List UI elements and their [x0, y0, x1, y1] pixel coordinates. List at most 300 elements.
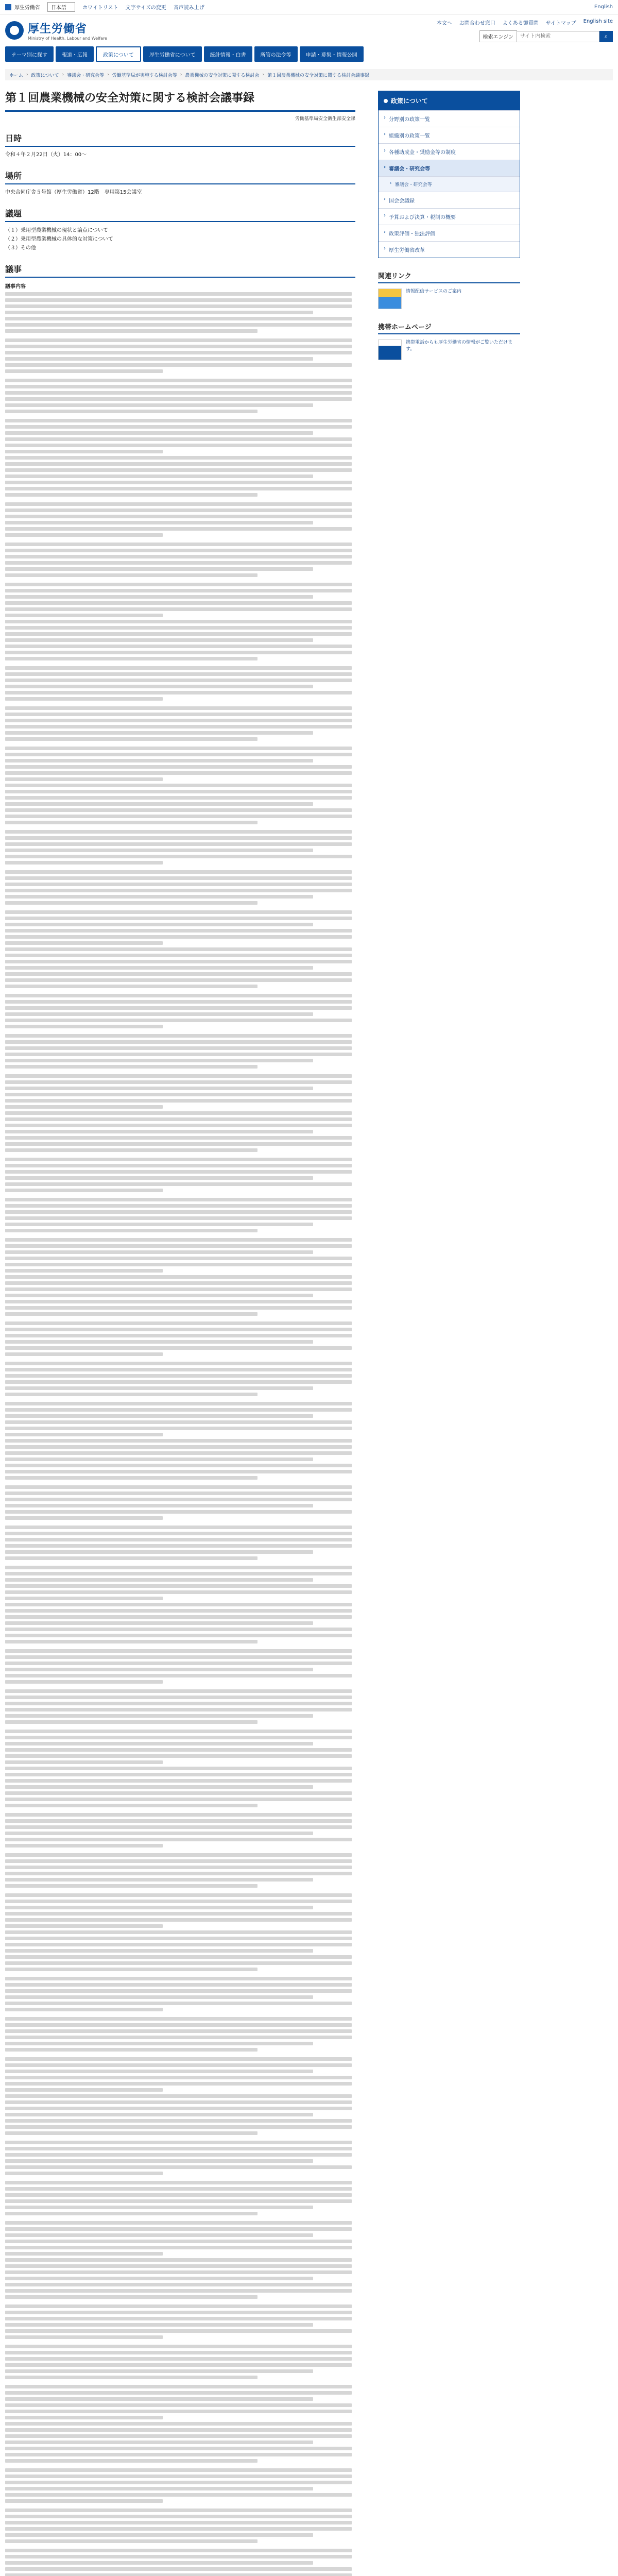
minutes-text-line	[5, 474, 313, 478]
minutes-text-line	[5, 849, 313, 852]
minutes-text-line	[5, 2416, 163, 2419]
minutes-text-line	[5, 614, 163, 617]
utility-link-english[interactable]: English	[594, 4, 613, 10]
minutes-text-line	[5, 1825, 352, 1829]
minutes-text-line	[5, 397, 352, 401]
place-value: 中央合同庁舎５号館（厚生労働省）12階 専用第15会議室	[5, 189, 142, 195]
minutes-text-line	[5, 2403, 352, 2407]
minutes-text-line	[5, 1924, 163, 1928]
minutes-text-line	[5, 1006, 352, 1010]
minutes-text-line	[5, 1566, 352, 1569]
minutes-text-line	[5, 1176, 313, 1180]
minutes-text-line	[5, 521, 313, 524]
nav-item-themes[interactable]: テーマ別に探す	[5, 46, 54, 62]
nav-item-statistics[interactable]: 統計情報・白書	[204, 46, 252, 62]
minutes-text-line	[5, 1025, 163, 1028]
minutes-text-line	[5, 2317, 352, 2320]
minutes-text-line	[5, 2459, 258, 2463]
minutes-text-line	[5, 1204, 352, 1208]
minutes-text-line	[5, 1229, 258, 1232]
minutes-text-line	[5, 626, 352, 630]
minutes-text-line	[5, 1439, 352, 1443]
minutes-text-line	[5, 1655, 352, 1659]
minutes-text-line	[5, 1136, 352, 1140]
chevron-right-icon: ›	[384, 115, 386, 121]
minutes-text-line	[5, 1798, 352, 1801]
minutes-text-line	[5, 815, 352, 818]
global-nav	[0, 46, 618, 62]
minutes-text-line	[5, 1767, 352, 1770]
minutes-text-line	[5, 1189, 163, 1192]
minutes-text-line	[5, 1995, 313, 1999]
minutes-text-line	[5, 1813, 352, 1817]
minutes-text-line	[5, 737, 258, 741]
minutes-text-line	[5, 1306, 352, 1310]
nav-item-laws[interactable]: 所管の法令等	[254, 46, 298, 62]
nav-item-applications[interactable]: 申請・募集・情報公開	[300, 46, 364, 62]
breadcrumb-item[interactable]: 農業機械の安全対策に関する検討会	[185, 73, 260, 78]
minutes-text-line	[5, 555, 352, 558]
minutes-text-line	[5, 1937, 352, 1940]
minutes-text-line	[5, 317, 352, 320]
minutes-text-line	[5, 2304, 352, 2308]
minutes-text-line	[5, 1754, 352, 1758]
minutes-text-line	[5, 679, 352, 682]
minutes-text-line	[5, 509, 352, 512]
minutes-text-line	[5, 2107, 352, 2110]
minutes-text-line	[5, 2499, 163, 2503]
minutes-text-line	[5, 883, 352, 886]
minutes-text-line	[5, 1526, 352, 1529]
minutes-text-line	[5, 419, 352, 422]
minutes-text-line	[5, 2289, 352, 2293]
breadcrumb-current: 第１回農業機械の安全対策に関する検討会議事録	[267, 73, 369, 78]
minutes-text-line	[5, 2351, 352, 2354]
minutes-text-line	[5, 1244, 352, 1248]
minutes-text-line	[5, 731, 313, 735]
header-link-english[interactable]: English site	[583, 19, 613, 24]
minutes-text-line	[5, 2193, 352, 2197]
minutes-text-line	[5, 2434, 352, 2438]
minutes-text-line	[5, 1210, 352, 1214]
minutes-text-line	[5, 1340, 313, 1344]
minutes-text-line	[5, 1451, 352, 1455]
minutes-text-line	[5, 2172, 163, 2175]
minutes-text-line	[5, 2493, 352, 2497]
minutes-text-line	[5, 2345, 352, 2348]
date-value: 令和４年２月22日（火）14：00～	[5, 151, 87, 158]
minutes-text-line	[5, 1918, 352, 1922]
minutes-text-line	[5, 1578, 313, 1582]
policy-menu	[378, 91, 520, 258]
minutes-text-line	[5, 821, 258, 824]
agenda-item: （３）その他	[5, 245, 36, 251]
minutes-text-line	[5, 994, 352, 997]
minutes-text-line	[5, 1034, 352, 1038]
minutes-text-line	[5, 2410, 352, 2413]
minutes-text-line	[5, 1955, 352, 1959]
minutes-text-line	[5, 1287, 352, 1291]
minutes-text-line	[5, 573, 258, 577]
minutes-text-line	[5, 1281, 352, 1285]
sidebar-item-budget[interactable]: › 予算および決算・税制の概要	[379, 208, 520, 225]
minutes-text-line	[5, 941, 163, 945]
minutes-text-line	[5, 2277, 313, 2280]
minutes-text-line	[5, 1785, 313, 1789]
search-engine-select[interactable]: 検索エンジン	[479, 30, 518, 42]
minutes-text-line	[5, 2159, 313, 2163]
minutes-text-line	[5, 502, 352, 506]
minutes-text-line	[5, 1708, 352, 1711]
minutes-text-line	[5, 2002, 352, 2005]
minutes-text-line	[5, 329, 258, 333]
minutes-text-line	[5, 1532, 352, 1535]
search-input[interactable]	[517, 31, 599, 42]
minutes-text-line	[5, 1872, 352, 1875]
minutes-text-line	[5, 2509, 352, 2512]
minutes-text-line	[5, 855, 352, 858]
minutes-text-line	[5, 2042, 313, 2045]
department-name: 労働基準局安全衛生部安全課	[295, 116, 355, 122]
minutes-text-line	[5, 1989, 352, 1993]
minutes-text-line	[5, 1640, 258, 1643]
minutes-text-line	[5, 1065, 258, 1069]
minutes-text-line	[5, 1275, 352, 1279]
minutes-text-line	[5, 1148, 258, 1152]
minutes-text-line	[5, 790, 352, 793]
chevron-right-icon: ›	[390, 181, 392, 186]
minutes-text-line	[5, 2206, 313, 2209]
header-link-contact[interactable]: お問合わせ窓口	[459, 21, 495, 26]
minutes-text-line	[5, 960, 352, 963]
sidebar-item-councils[interactable]: › 審議会・研究会等	[379, 160, 520, 176]
minutes-text-line	[5, 2187, 352, 2191]
minutes-text-line	[5, 2076, 352, 2079]
minutes-text-line	[5, 549, 352, 552]
date-heading: 日時	[5, 132, 355, 147]
minutes-text-line	[5, 2082, 352, 2086]
minutes-text-line	[5, 410, 258, 413]
minutes-text-line	[5, 2369, 313, 2373]
minutes-text-line	[5, 830, 352, 834]
nav-item-press[interactable]: 報道・広報	[56, 46, 94, 62]
minutes-text-line	[5, 2561, 313, 2565]
minutes-text-line	[5, 1087, 313, 1090]
minutes-text-line	[5, 369, 163, 373]
minutes-text-line	[5, 1402, 352, 1405]
site-name-english: Ministry of Health, Labour and Welfare	[28, 36, 108, 41]
site-logo[interactable]	[5, 20, 107, 41]
minutes-text-line	[5, 935, 352, 939]
minutes-text-line	[5, 651, 352, 654]
utility-link-3[interactable]: 音声読み上げ	[173, 5, 204, 11]
minutes-text-line	[5, 1476, 258, 1480]
minutes-text-line	[5, 1000, 352, 1004]
minutes-text-line	[5, 1414, 313, 1418]
site-search	[479, 30, 613, 42]
minutes-text-line	[5, 345, 352, 348]
minutes-text-line	[5, 1504, 313, 1507]
minutes-text-line	[5, 2391, 352, 2395]
minutes-text-line	[5, 1983, 352, 1987]
header-link-sitemap[interactable]: サイトマップ	[545, 21, 576, 26]
minutes-text-line	[5, 1198, 352, 1201]
minutes-text-line	[5, 747, 352, 750]
minutes-text-line	[5, 697, 163, 701]
mobile-site-link[interactable]: 携帯電話からも厚生労働省の情報がご覧いただけます。	[378, 340, 520, 360]
minutes-text-line	[5, 1408, 352, 1412]
utility-logo	[5, 3, 40, 11]
minutes-text-line	[5, 1584, 352, 1588]
minutes-text-line	[5, 1538, 352, 1541]
minutes-text-line	[5, 1485, 352, 1489]
minutes-text-line	[5, 1130, 313, 1133]
minutes-text-line	[5, 1019, 352, 1022]
minutes-text-line	[5, 2335, 163, 2339]
minutes-text-line	[5, 2527, 352, 2531]
minutes-text-line	[5, 1380, 352, 1384]
language-select[interactable]: 日本語	[47, 2, 75, 12]
minutes-text-line	[5, 954, 352, 957]
minutes-text-line	[5, 2447, 352, 2450]
minutes-text-line	[5, 1362, 352, 1365]
minutes-text-line	[5, 2428, 352, 2432]
minutes-text-line	[5, 1680, 163, 1684]
minutes-text-line	[5, 645, 352, 648]
minutes-text-line	[5, 1464, 352, 1467]
minutes-text-line	[5, 1634, 352, 1637]
chevron-right-icon: ›	[384, 246, 386, 251]
minutes-text-line	[5, 2311, 352, 2314]
minutes-text-line	[5, 1615, 352, 1619]
minutes-text-line	[5, 304, 352, 308]
chevron-right-icon: ›	[384, 131, 386, 137]
minutes-text-line	[5, 1550, 313, 1554]
minutes-text-line	[5, 1674, 352, 1677]
minutes-text-line	[5, 533, 163, 537]
minutes-text-line	[5, 929, 352, 933]
breadcrumb-item[interactable]: ホーム	[9, 73, 24, 78]
minutes-text-line	[5, 2539, 258, 2543]
minutes-text-line	[5, 1257, 352, 1260]
minutes-text-line	[5, 311, 313, 314]
minutes-text-line	[5, 1556, 258, 1560]
minutes-text-line	[5, 796, 352, 800]
minutes-body	[5, 292, 355, 2576]
minutes-text-line	[5, 2329, 352, 2333]
minutes-text-line	[5, 2533, 313, 2537]
minutes-text-line	[5, 753, 352, 756]
minutes-text-line	[5, 450, 163, 453]
minutes-text-line	[5, 2481, 352, 2484]
minutes-text-line	[5, 2240, 352, 2243]
minutes-text-line	[5, 1250, 313, 1254]
minutes-text-line	[5, 1961, 352, 1965]
minutes-text-line	[5, 1294, 313, 1297]
minutes-text-line	[5, 2057, 352, 2061]
minutes-text-line	[5, 985, 258, 988]
minutes-text-line	[5, 543, 352, 546]
minutes-text-line	[5, 1124, 352, 1127]
minutes-text-line	[5, 1832, 313, 1835]
minutes-text-line	[5, 2363, 352, 2367]
sidebar	[378, 91, 520, 2576]
minutes-text-line	[5, 363, 352, 367]
minutes-text-line	[5, 515, 352, 518]
minutes-text-line	[5, 1393, 258, 1396]
minutes-text-line	[5, 1866, 352, 1869]
qr-code-icon	[378, 340, 402, 360]
main-content	[5, 91, 355, 2576]
minutes-text-line	[5, 1628, 352, 1631]
minutes-text-line	[5, 672, 352, 676]
minutes-text-line	[5, 777, 163, 781]
minutes-text-line	[5, 1093, 352, 1096]
minutes-text-line	[5, 2131, 258, 2135]
minutes-text-line	[5, 1223, 313, 1226]
minutes-text-line	[5, 765, 352, 769]
minutes-text-line	[5, 487, 352, 490]
minutes-text-line	[5, 1374, 352, 1378]
minutes-text-line	[5, 2221, 352, 2225]
sidebar-item-by-field[interactable]: › 分野別の政策一覧	[379, 110, 520, 127]
agenda-heading: 議題	[5, 207, 355, 222]
minutes-text-line	[5, 1720, 258, 1724]
minutes-text-line	[5, 1878, 313, 1882]
minutes-text-line	[5, 657, 258, 660]
sidebar-subitem-councils[interactable]: › 審議会・研究会等	[379, 176, 520, 192]
sidebar-item-by-organization[interactable]: › 組織別の政策一覧	[379, 127, 520, 143]
minutes-text-line	[5, 2376, 258, 2379]
minutes-text-line	[5, 2094, 352, 2098]
agenda-list	[5, 226, 355, 252]
minutes-text-line	[5, 1458, 313, 1461]
minutes-text-line	[5, 431, 313, 435]
minutes-text-line	[5, 1269, 163, 1273]
minutes-text-line	[5, 2029, 352, 2033]
minutes-text-line	[5, 666, 352, 670]
nav-item-policy[interactable]: 政策について	[96, 46, 141, 62]
sidebar-item-evaluation[interactable]: › 政策評価・独法評価	[379, 225, 520, 241]
utility-logo-label: 厚生労働省	[14, 5, 40, 11]
minutes-text-line	[5, 1696, 352, 1699]
minutes-text-line	[5, 1334, 352, 1337]
minutes-text-line	[5, 2063, 352, 2067]
agenda-item: （１）乗用型農業機械の現状と論点について	[5, 227, 108, 233]
minutes-text-line	[5, 2017, 352, 2021]
minutes-text-line	[5, 1158, 352, 1161]
minutes-text-line	[5, 1300, 352, 1303]
minutes-text-line	[5, 1074, 352, 1078]
sidebar-item-reform[interactable]: › 厚生労働省改革	[379, 241, 520, 258]
minutes-heading: 議事	[5, 263, 355, 278]
minutes-text-line	[5, 1170, 352, 1174]
minutes-text-line	[5, 784, 352, 787]
minutes-text-line	[5, 1859, 352, 1863]
minutes-text-line	[5, 1649, 352, 1653]
minutes-text-line	[5, 481, 352, 484]
minutes-text-line	[5, 876, 352, 880]
site-header	[0, 14, 618, 46]
breadcrumb-item[interactable]: 政策について	[31, 73, 59, 78]
chevron-right-icon: ›	[384, 196, 386, 202]
minutes-text-line	[5, 2521, 352, 2524]
place-heading: 場所	[5, 170, 355, 184]
sidebar-item-subsidies[interactable]: › 各種助成金・奨励金等の制度	[379, 143, 520, 160]
header-link-skip[interactable]: 本文へ	[436, 21, 452, 26]
minutes-text-line	[5, 403, 313, 407]
minutes-text-line	[5, 1912, 352, 1916]
minutes-text-line	[5, 2270, 352, 2274]
minutes-text-line	[5, 1621, 313, 1625]
search-button[interactable]	[599, 31, 613, 42]
minutes-text-line	[5, 1930, 352, 1934]
minutes-text-line	[5, 978, 352, 982]
minutes-text-line	[5, 1748, 352, 1752]
minutes-text-line	[5, 1142, 352, 1146]
minutes-text-line	[5, 2153, 352, 2157]
breadcrumb-item[interactable]: 労働基準局が実施する検討会等	[112, 73, 177, 78]
sidebar-item-diet-records[interactable]: › 国会会議録	[379, 192, 520, 208]
related-link-mail-service[interactable]: 情報配信サービスのご案内	[378, 289, 520, 309]
minutes-text-line	[5, 2227, 352, 2231]
header-links	[437, 19, 613, 26]
minutes-text-line	[5, 1949, 313, 1953]
chevron-right-icon: ›	[384, 164, 386, 170]
utility-link-1[interactable]: ホワイトリスト	[82, 5, 118, 11]
minutes-text-line	[5, 2181, 352, 2184]
minutes-text-line	[5, 2549, 352, 2552]
minutes-text-line	[5, 1059, 313, 1062]
breadcrumb-item[interactable]: 審議会・研究会等	[67, 73, 105, 78]
minutes-text-line	[5, 1804, 258, 1807]
header-link-faq[interactable]: よくある御質問	[502, 21, 539, 26]
minutes-text-line	[5, 2567, 352, 2571]
minutes-text-line	[5, 917, 352, 920]
minutes-text-line	[5, 1609, 352, 1613]
minutes-text-line	[5, 1714, 313, 1718]
minutes-text-line	[5, 1321, 352, 1325]
minutes-text-line	[5, 947, 352, 951]
minutes-text-line	[5, 1844, 163, 1848]
minutes-text-line	[5, 2264, 352, 2268]
minutes-text-line	[5, 1773, 352, 1776]
minutes-text-line	[5, 1386, 313, 1390]
minutes-text-line	[5, 1819, 352, 1823]
minutes-text-line	[5, 385, 352, 388]
minutes-text-line	[5, 1238, 352, 1242]
minutes-text-line	[5, 2487, 313, 2490]
minutes-text-line	[5, 1760, 163, 1764]
minutes-text-line	[5, 2088, 163, 2092]
related-links-heading: 関連リンク	[378, 270, 520, 283]
minutes-text-line	[5, 1572, 352, 1575]
utility-bar	[0, 0, 618, 14]
minutes-text-line	[5, 1427, 352, 1430]
minutes-text-line	[5, 1791, 352, 1795]
utility-link-2[interactable]: 文字サイズの変更	[125, 5, 166, 11]
minutes-text-line	[5, 462, 352, 466]
nav-item-about[interactable]: 厚生労働省について	[143, 46, 202, 62]
minutes-text-line	[5, 379, 352, 382]
minutes-text-line	[5, 1328, 352, 1331]
minutes-text-line	[5, 2023, 352, 2027]
minutes-text-line	[5, 1838, 352, 1841]
minutes-text-line	[5, 2199, 352, 2203]
minutes-text-line	[5, 583, 352, 586]
minutes-text-line	[5, 691, 352, 694]
minutes-text-line	[5, 1597, 163, 1600]
